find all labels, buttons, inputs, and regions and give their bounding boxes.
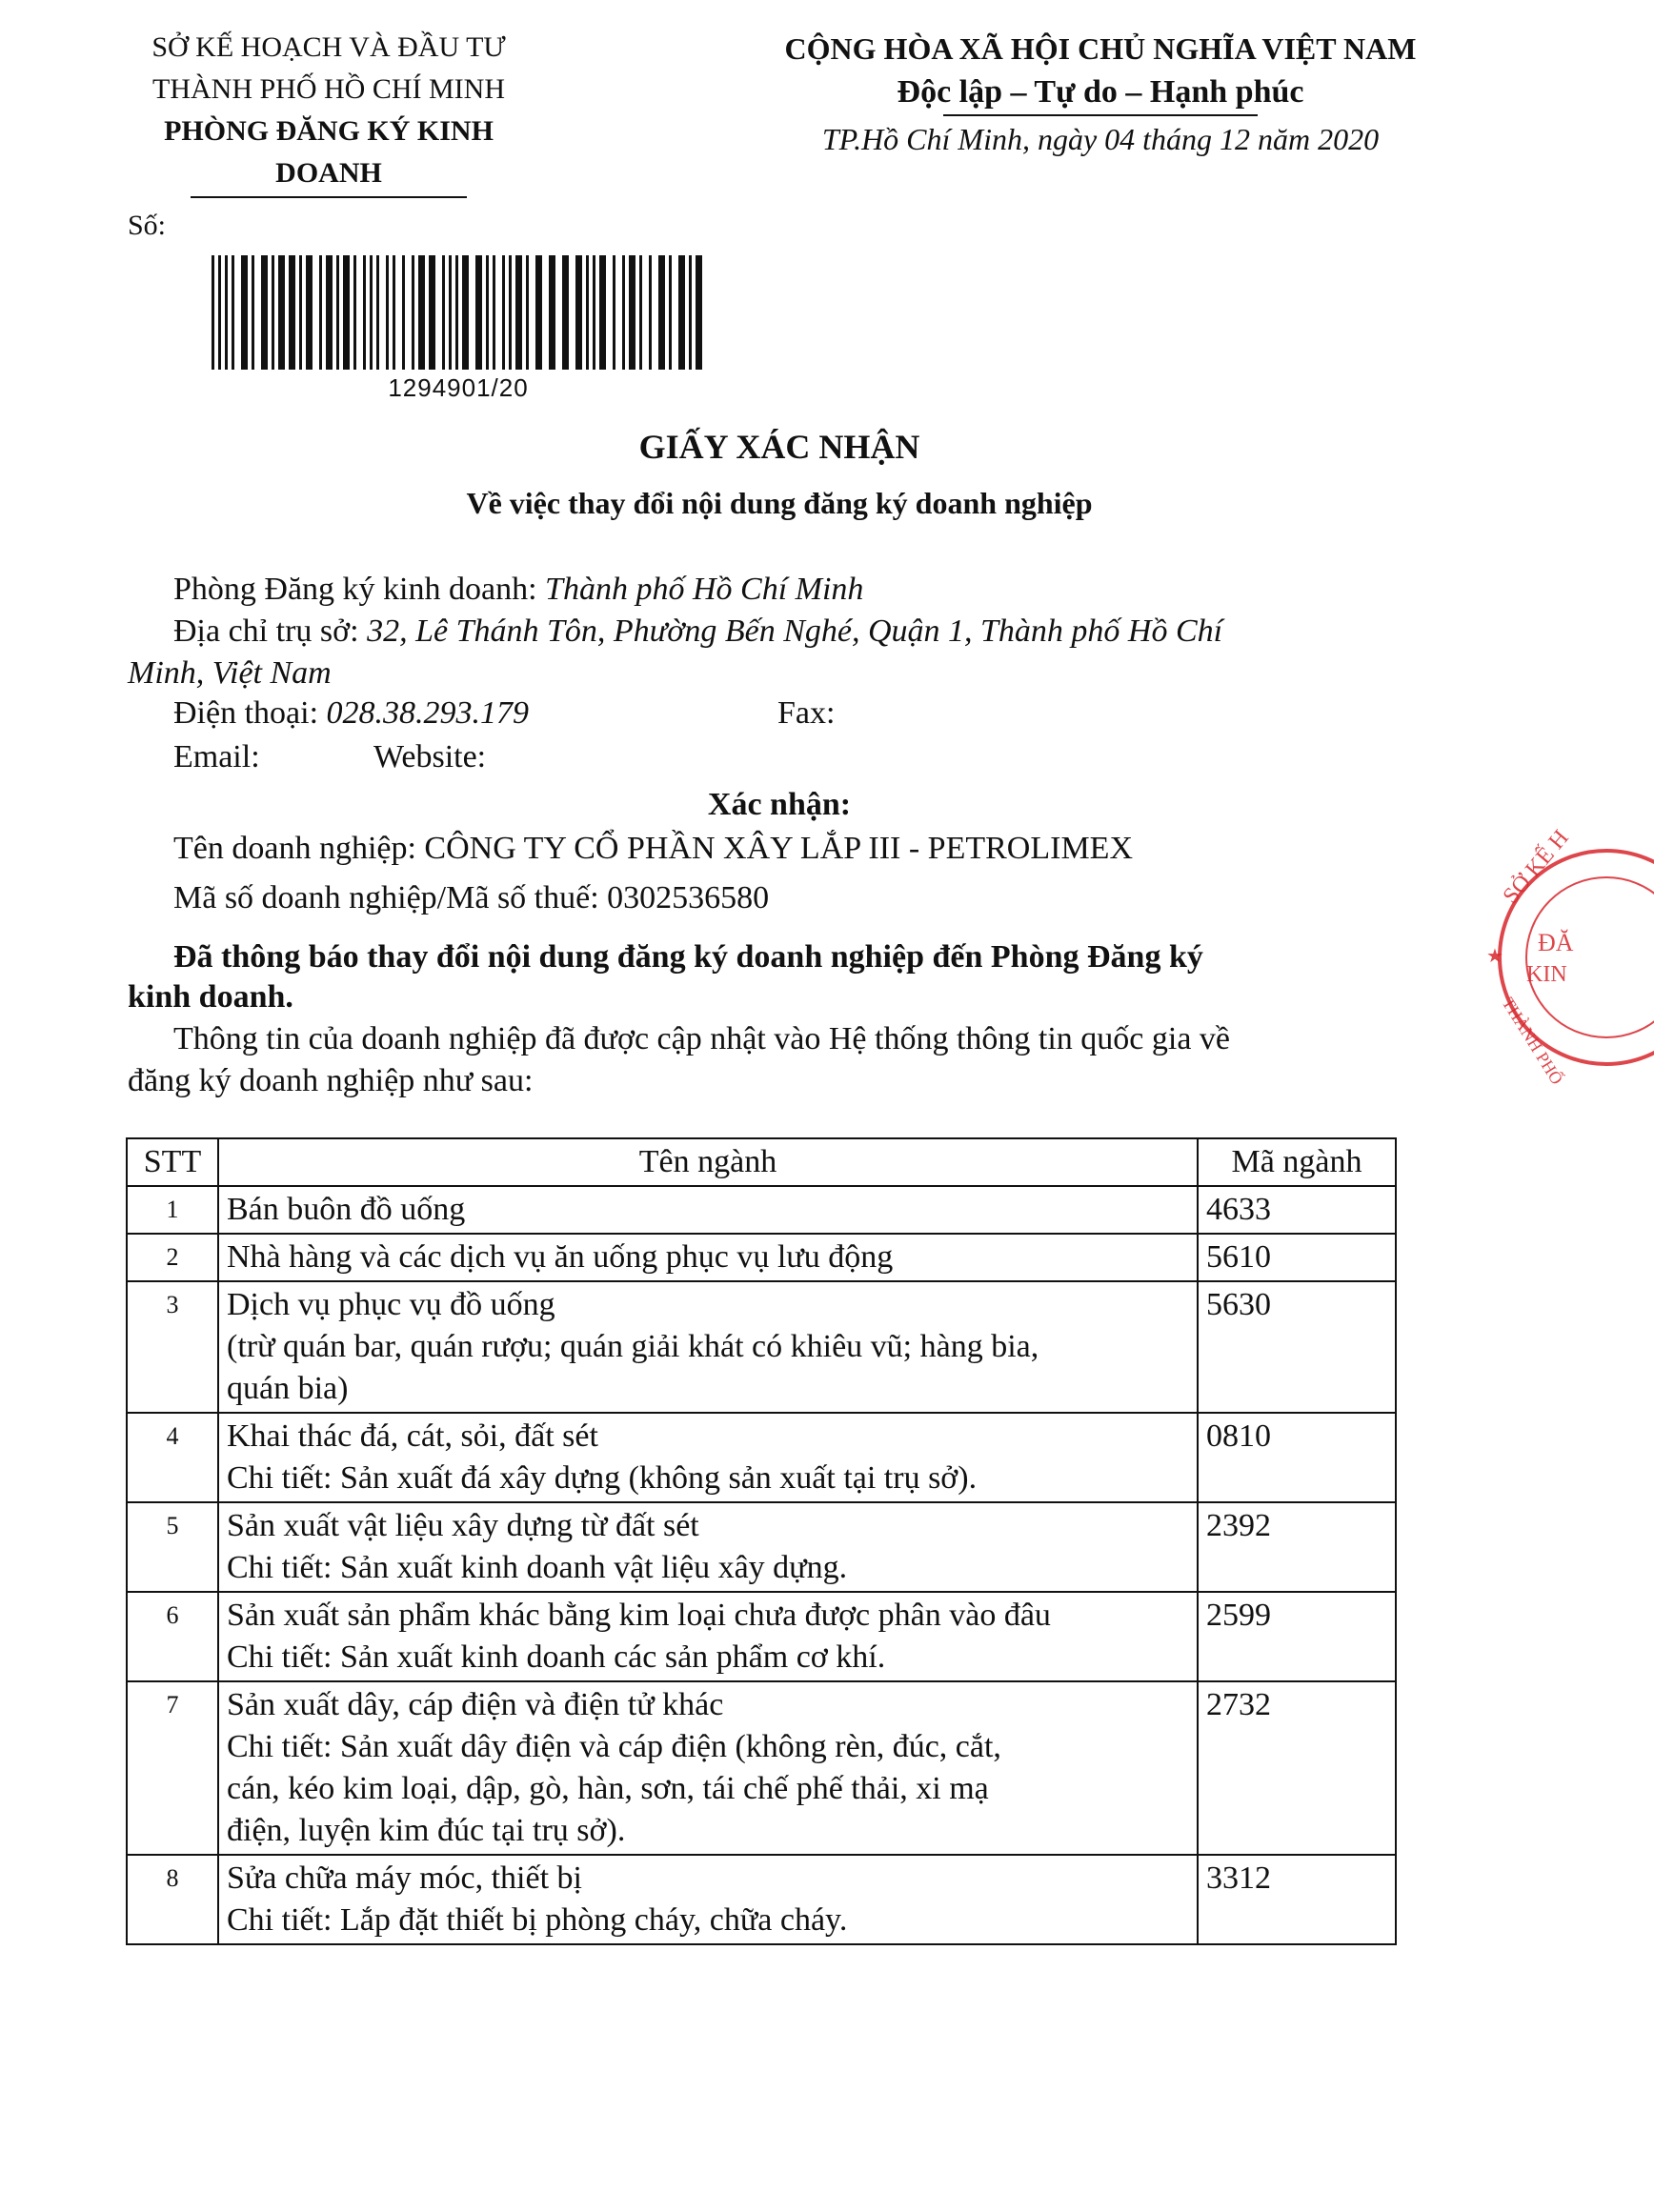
- barcode-bar: [363, 255, 366, 370]
- barcode-bar: [386, 255, 389, 370]
- row-stt: 7: [127, 1681, 218, 1855]
- issue-date: TP.Hồ Chí Minh, ngày 04 tháng 12 năm 2020: [821, 122, 1380, 156]
- header-stt: STT: [127, 1138, 218, 1186]
- table-row: [127, 1186, 1396, 1234]
- barcode-bar: [299, 255, 302, 370]
- office-value: Thành phố Hồ Chí Minh: [545, 572, 864, 607]
- table-row: [127, 1234, 1396, 1281]
- row-industry-code: 5610: [1198, 1234, 1396, 1281]
- row-stt: 2: [127, 1234, 218, 1281]
- table-row: [127, 1502, 1396, 1592]
- barcode-bar: [658, 255, 665, 370]
- motto-underline: [943, 114, 1258, 116]
- row-stt: 4: [127, 1413, 218, 1502]
- barcode-bar: [272, 255, 274, 370]
- barcode-bar: [241, 255, 248, 370]
- barcode-bar: [599, 255, 606, 370]
- row-industry-code: 2599: [1198, 1592, 1396, 1681]
- barcode-bar: [326, 255, 333, 370]
- industry-line: Sản xuất dây, cáp điện và điện tử khác: [227, 1687, 724, 1722]
- document-subtitle: Về việc thay đổi nội dung đăng ký doanh nghiệp: [466, 486, 1093, 520]
- row-industry-name: [218, 1413, 1198, 1502]
- industry-line: Chi tiết: Sản xuất dây điện và cáp điện (không rèn, đúc, cắt,: [227, 1729, 1001, 1764]
- stamp-text-mid2: KIN: [1526, 962, 1567, 987]
- document-title: GIẤY XÁC NHẬN: [638, 428, 920, 466]
- barcode-bar: [218, 255, 221, 370]
- row-industry-code: 5630: [1198, 1281, 1396, 1413]
- industry-line: quán bia): [227, 1371, 349, 1406]
- header-name: Tên ngành: [218, 1138, 1198, 1186]
- barcode-bar: [593, 255, 595, 370]
- barcode-image: [208, 255, 709, 370]
- address-label: Địa chỉ trụ sở:: [173, 613, 359, 649]
- official-seal-stamp: [1463, 825, 1654, 1088]
- issuer-line-1: SỞ KẾ HOẠCH VÀ ĐẦU TƯ: [151, 31, 506, 63]
- confirm-heading: Xác nhận:: [707, 787, 852, 822]
- issuer-line-2: THÀNH PHỐ HỒ CHÍ MINH: [152, 73, 505, 105]
- barcode-bar: [353, 255, 356, 370]
- industry-line: Sản xuất vật liệu xây dựng từ đất sét: [227, 1508, 699, 1543]
- notice-line-1: Đã thông báo thay đổi nội dung đăng ký doanh nghiệp đến Phòng Đăng ký: [173, 939, 1203, 975]
- business-lines-table: [126, 1137, 1397, 1945]
- stamp-text-top: SỞ KẾ H: [1498, 825, 1574, 909]
- barcode-bar: [402, 255, 405, 370]
- barcode-bar: [442, 255, 445, 370]
- fax-label: Fax:: [777, 695, 836, 731]
- header-code: Mã ngành: [1198, 1138, 1396, 1186]
- row-industry-name: [218, 1281, 1198, 1413]
- barcode-bar: [629, 255, 635, 370]
- notice-line-2: kinh doanh.: [128, 979, 293, 1015]
- barcode-bar: [319, 255, 322, 370]
- office-line: [173, 570, 863, 610]
- row-industry-code: 2392: [1198, 1502, 1396, 1592]
- address-value-1: 32, Lê Thánh Tôn, Phường Bến Nghé, Quận 1, Thành phố Hồ Chí: [367, 613, 1223, 649]
- barcode-bar: [252, 255, 254, 370]
- national-name: CỘNG HÒA XÃ HỘI CHỦ NGHĨA VIỆT NAM: [784, 31, 1417, 66]
- issuer-underline: [191, 196, 467, 198]
- barcode-bar: [586, 255, 589, 370]
- stamp-star-icon: ★: [1486, 946, 1503, 967]
- info-line-2: đăng ký doanh nghiệp như sau:: [128, 1063, 534, 1098]
- barcode-bar: [515, 255, 522, 370]
- row-industry-code: 2732: [1198, 1681, 1396, 1855]
- barcode-bar: [575, 255, 582, 370]
- phone-label: Điện thoại:: [173, 695, 319, 731]
- office-label: Phòng Đăng ký kinh doanh:: [173, 572, 537, 607]
- industry-line: cán, kéo kim loại, dập, gò, hàn, sơn, tái chế phế thải, xi mạ: [227, 1771, 989, 1806]
- issuer-block: [114, 27, 543, 198]
- barcode-bar: [261, 255, 268, 370]
- barcode-bar: [412, 255, 414, 370]
- table-row: [127, 1281, 1396, 1413]
- table-row: [127, 1413, 1396, 1502]
- barcode-bar: [449, 255, 452, 370]
- tax-code: Mã số doanh nghiệp/Mã số thuế: 0302536580: [173, 880, 770, 915]
- barcode-bar: [343, 255, 350, 370]
- barcode-number: 1294901/20: [388, 373, 529, 402]
- barcode-bar: [462, 255, 469, 370]
- row-industry-name: [218, 1502, 1198, 1592]
- barcode-bar: [306, 255, 313, 370]
- barcode-bar: [232, 255, 234, 370]
- barcode-bar: [393, 255, 395, 370]
- barcode-bar: [212, 255, 214, 370]
- stamp-text-mid: ĐĂ: [1538, 929, 1574, 956]
- company-name: Tên doanh nghiệp: CÔNG TY CỔ PHẦN XÂY LẮP III - PETROLIMEX: [173, 831, 1134, 866]
- barcode-bar: [455, 255, 458, 370]
- table-row: [127, 1681, 1396, 1855]
- row-industry-name: [218, 1234, 1198, 1281]
- info-line-1: Thông tin của doanh nghiệp đã được cập nhật vào Hệ thống thông tin quốc gia về: [173, 1021, 1231, 1056]
- national-motto: Độc lập – Tự do – Hạnh phúc: [897, 74, 1304, 110]
- barcode-bar: [526, 255, 529, 370]
- row-industry-code: 3312: [1198, 1855, 1396, 1944]
- barcode-bar: [225, 255, 228, 370]
- industry-line: điện, luyện kim đúc tại trụ sở).: [227, 1813, 626, 1848]
- barcode-bar: [475, 255, 482, 370]
- row-industry-code: 0810: [1198, 1413, 1396, 1502]
- barcode-bar: [336, 255, 339, 370]
- industry-line: Chi tiết: Lắp đặt thiết bị phòng cháy, chữa cháy.: [227, 1902, 848, 1938]
- barcode-bar: [370, 255, 373, 370]
- industry-line: (trừ quán bar, quán rượu; quán giải khát có khiêu vũ; hàng bia,: [227, 1329, 1039, 1364]
- document-number-label: Số:: [128, 210, 167, 241]
- barcode-bar: [509, 255, 512, 370]
- row-industry-name: [218, 1681, 1198, 1855]
- industry-line: Nhà hàng và các dịch vụ ăn uống phục vụ lưu động: [227, 1239, 894, 1275]
- industry-line: Sửa chữa máy móc, thiết bị: [227, 1860, 582, 1896]
- row-industry-name: [218, 1855, 1198, 1944]
- barcode-bar: [549, 255, 555, 370]
- industry-line: Bán buôn đồ uống: [227, 1192, 466, 1227]
- table-header-row: [127, 1138, 1396, 1186]
- industry-line: Chi tiết: Sản xuất đá xây dựng (không sản xuất tại trụ sở).: [227, 1460, 978, 1496]
- row-industry-code: 4633: [1198, 1186, 1396, 1234]
- industry-line: Sản xuất sản phẩm khác bằng kim loại chưa được phân vào đâu: [227, 1598, 1051, 1633]
- row-stt: 8: [127, 1855, 218, 1944]
- website-label: Website:: [373, 739, 487, 774]
- industry-line: Chi tiết: Sản xuất kinh doanh các sản phẩm cơ khí.: [227, 1639, 886, 1675]
- barcode-bar: [493, 255, 495, 370]
- address-line: [173, 612, 1222, 652]
- barcode-bar: [689, 255, 692, 370]
- phone-line: [173, 694, 529, 734]
- barcode-bar: [486, 255, 489, 370]
- barcode-bar: [535, 255, 542, 370]
- barcode-bar: [649, 255, 652, 370]
- table-row: [127, 1592, 1396, 1681]
- row-industry-name: [218, 1592, 1198, 1681]
- row-stt: 3: [127, 1281, 218, 1413]
- industry-line: Khai thác đá, cát, sỏi, đất sét: [227, 1418, 598, 1454]
- row-stt: 5: [127, 1502, 218, 1592]
- national-heading: [724, 27, 1477, 116]
- barcode-bar: [622, 255, 625, 370]
- barcode-bar: [376, 255, 379, 370]
- barcode-bar: [669, 255, 672, 370]
- row-stt: 6: [127, 1592, 218, 1681]
- row-stt: 1: [127, 1186, 218, 1234]
- row-industry-name: [218, 1186, 1198, 1234]
- barcode-bar: [429, 255, 435, 370]
- stamp-text-bottom: THÀNH PHỐ: [1498, 994, 1567, 1088]
- barcode-bar: [502, 255, 505, 370]
- barcode-bar: [678, 255, 685, 370]
- email-label: Email:: [173, 739, 260, 774]
- table-row: [127, 1855, 1396, 1944]
- phone-value: 028.38.293.179: [326, 695, 530, 731]
- industry-line: Dịch vụ phục vụ đồ uống: [227, 1287, 555, 1322]
- barcode-bar: [696, 255, 702, 370]
- barcode-bar: [613, 255, 615, 370]
- address-value-2: Minh, Việt Nam: [128, 655, 332, 691]
- issuer-line-3: PHÒNG ĐĂNG KÝ KINH DOANH: [164, 115, 494, 189]
- barcode-bar: [562, 255, 569, 370]
- barcode-bar: [418, 255, 425, 370]
- barcode-bar: [639, 255, 642, 370]
- barcode-bar: [289, 255, 295, 370]
- industry-line: Chi tiết: Sản xuất kinh doanh vật liệu xây dựng.: [227, 1550, 848, 1585]
- barcode-bar: [278, 255, 285, 370]
